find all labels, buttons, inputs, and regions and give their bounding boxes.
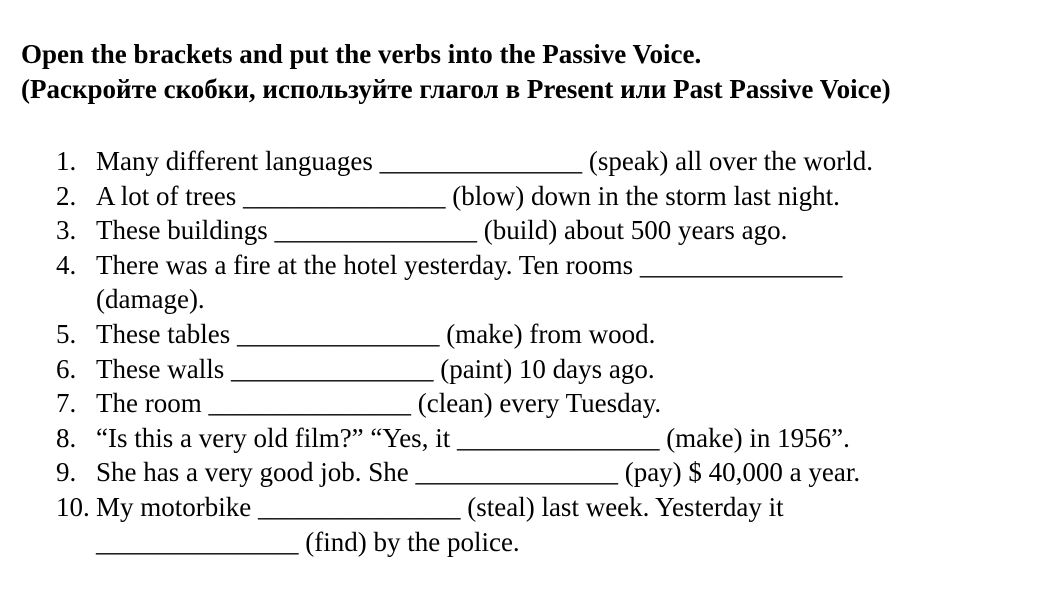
- exercise-line: “Is this a very old film?” “Yes, it _______________ (make) in 1956”.: [96, 422, 850, 453]
- exercise-number: 6.: [56, 353, 77, 384]
- exercise-list: [56, 144, 1036, 559]
- exercise-sentence: [96, 213, 1036, 248]
- exercise-item-3: [56, 213, 1036, 248]
- instructions-russian: (Раскройте скобки, используйте глагол в Present или Past Passive Voice): [21, 74, 891, 104]
- exercise-sentence: [96, 386, 1036, 421]
- exercise-sentence: [96, 144, 1036, 179]
- exercise-item-10: [56, 490, 1036, 559]
- exercise-line: There was a fire at the hotel yesterday. Ten rooms _______________: [96, 249, 843, 280]
- exercise-number: 10.: [56, 491, 90, 522]
- exercise-item-5: [56, 317, 1036, 352]
- exercise-item-2: [56, 179, 1036, 214]
- exercise-line: These tables _______________ (make) from wood.: [96, 318, 656, 349]
- exercise-sentence: [96, 490, 1036, 559]
- exercise-line-continued: (damage).: [96, 284, 205, 315]
- instructions-heading: [21, 37, 891, 107]
- exercise-line-continued: _______________ (find) by the police.: [96, 526, 520, 557]
- exercise-line: The room _______________ (clean) every Tuesday.: [96, 388, 662, 419]
- exercise-sentence: [96, 317, 1036, 352]
- exercise-sentence: [96, 455, 1036, 490]
- exercise-line: A lot of trees _______________ (blow) down in the storm last night.: [96, 180, 840, 211]
- exercise-number: 3.: [56, 215, 77, 246]
- exercise-item-6: [56, 352, 1036, 387]
- exercise-sentence: [96, 179, 1036, 214]
- exercise-item-7: [56, 386, 1036, 421]
- exercise-line: These buildings _______________ (build) about 500 years ago.: [96, 215, 788, 246]
- exercise-line: My motorbike _______________ (steal) last week. Yesterday it: [96, 491, 784, 522]
- exercise-sentence: [96, 352, 1036, 387]
- exercise-number: 1.: [56, 146, 77, 176]
- exercise-sentence: [96, 421, 1036, 456]
- exercise-line: She has a very good job. She _______________ (pay) $ 40,000 a year.: [96, 457, 861, 488]
- exercise-number: 2.: [56, 180, 77, 211]
- exercise-number: 7.: [56, 388, 77, 419]
- exercise-number: 9.: [56, 457, 77, 488]
- exercise-item-8: [56, 421, 1036, 456]
- exercise-item-9: [56, 455, 1036, 490]
- exercise-sentence: [96, 248, 1036, 317]
- instructions-english: Open the brackets and put the verbs into the Passive Voice.: [21, 39, 702, 69]
- exercise-number: 8.: [56, 422, 77, 453]
- exercise-line: These walls _______________ (paint) 10 days ago.: [96, 353, 655, 384]
- exercise-number: 5.: [56, 318, 77, 349]
- exercise-line: Many different languages _______________ (speak) all over the world.: [96, 146, 874, 176]
- exercise-number: 4.: [56, 249, 77, 280]
- exercise-item-1: [56, 144, 1036, 179]
- exercise-item-4: [56, 248, 1036, 317]
